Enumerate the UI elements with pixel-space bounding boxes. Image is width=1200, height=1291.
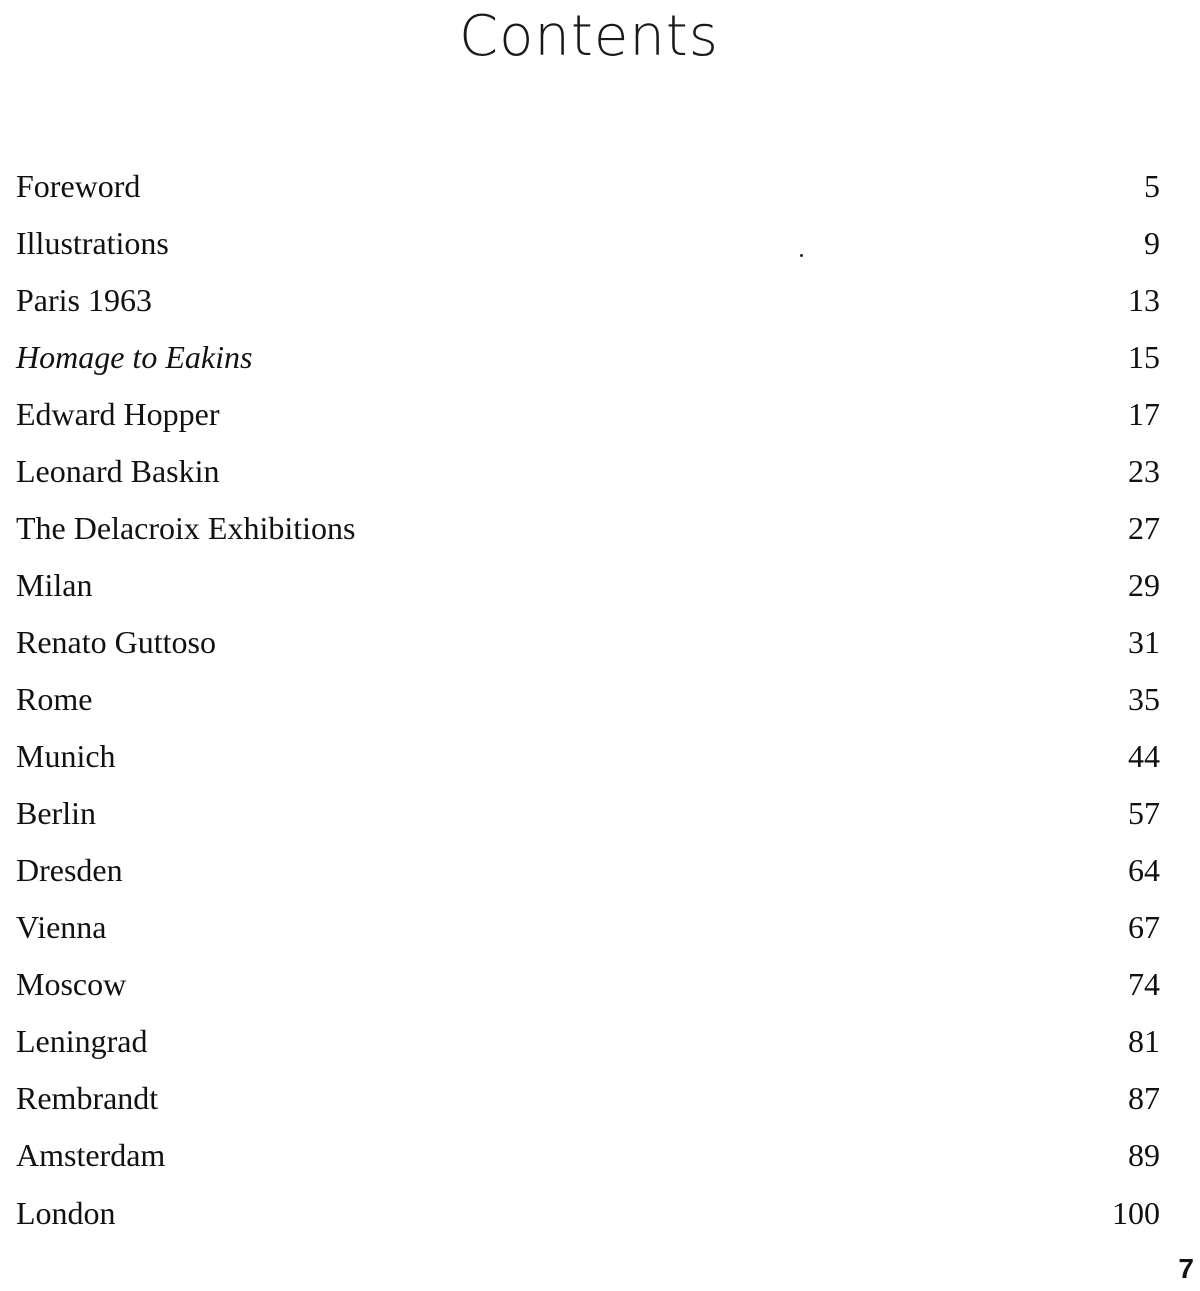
toc-entry-title: Rembrandt [16, 1080, 159, 1116]
toc-entry-page: 27 [1128, 510, 1160, 546]
toc-entry-page: 81 [1128, 1023, 1160, 1059]
toc-entry-title: Edward Hopper [16, 396, 220, 432]
toc-entry-title: Amsterdam [16, 1137, 166, 1173]
toc-entry [16, 334, 1160, 380]
toc-entry-page: 64 [1128, 852, 1160, 888]
toc-entry [16, 163, 1160, 209]
toc-entry-title: Dresden [16, 852, 123, 888]
toc-entry-title: Munich [16, 738, 116, 774]
toc-entry [16, 676, 1160, 722]
toc-entry-page: 31 [1128, 624, 1160, 660]
toc-entry [16, 391, 1160, 437]
toc-entry [16, 847, 1160, 893]
toc-entry-title: The Delacroix Exhibitions [16, 510, 356, 546]
toc-entry [16, 1132, 1160, 1178]
toc-entry-title: Leonard Baskin [16, 453, 220, 489]
toc-entry-title: Rome [16, 681, 93, 717]
toc-entry [16, 562, 1160, 608]
toc-entry [16, 277, 1160, 323]
print-speck [800, 254, 803, 257]
toc-entry-page: 89 [1128, 1137, 1160, 1173]
toc-entry-title: Illustrations [16, 225, 169, 261]
toc-entry [16, 1018, 1160, 1064]
toc-entry [16, 1190, 1160, 1236]
toc-entry [16, 619, 1160, 665]
page-number: 7 [1178, 1253, 1194, 1284]
toc-entry-page: 17 [1128, 396, 1160, 432]
toc-entry [16, 961, 1160, 1007]
toc-entry-page: 9 [1144, 225, 1160, 261]
toc-entry-page: 23 [1128, 453, 1160, 489]
toc-entry-page: 74 [1128, 966, 1160, 1002]
toc-entry-page: 67 [1128, 909, 1160, 945]
toc-entry-page: 100 [1112, 1195, 1160, 1231]
toc-entry-title: Moscow [16, 966, 127, 1002]
toc-entry [16, 790, 1160, 836]
toc-entry-page: 13 [1128, 282, 1160, 318]
toc-entry-page: 15 [1128, 339, 1160, 375]
toc-entry-page: 35 [1128, 681, 1160, 717]
toc-entry [16, 1075, 1160, 1121]
toc-entry-page: 57 [1128, 795, 1160, 831]
toc-entry [16, 448, 1160, 494]
toc-entry-page: 44 [1128, 738, 1160, 774]
toc-entry [16, 220, 1160, 266]
toc-entry-page: 29 [1128, 567, 1160, 603]
toc-entry-page: 5 [1144, 168, 1160, 204]
toc-entry-title: Foreword [16, 168, 141, 204]
toc-entry-title: Homage to Eakins [16, 339, 253, 375]
toc-entry-title: Paris 1963 [16, 282, 152, 318]
toc-entry-title: Berlin [16, 795, 96, 831]
toc-entry-title: Renato Guttoso [16, 624, 216, 660]
toc-entry-page: 87 [1128, 1080, 1160, 1116]
toc-entry-title: Vienna [16, 909, 107, 945]
page-title: Contents [459, 4, 719, 69]
toc-entry [16, 505, 1160, 551]
toc-entry-title: London [16, 1195, 116, 1231]
toc-entry-title: Milan [16, 567, 93, 603]
toc-entry-title: Leningrad [16, 1023, 148, 1059]
toc-entry [16, 904, 1160, 950]
toc-entry [16, 733, 1160, 779]
